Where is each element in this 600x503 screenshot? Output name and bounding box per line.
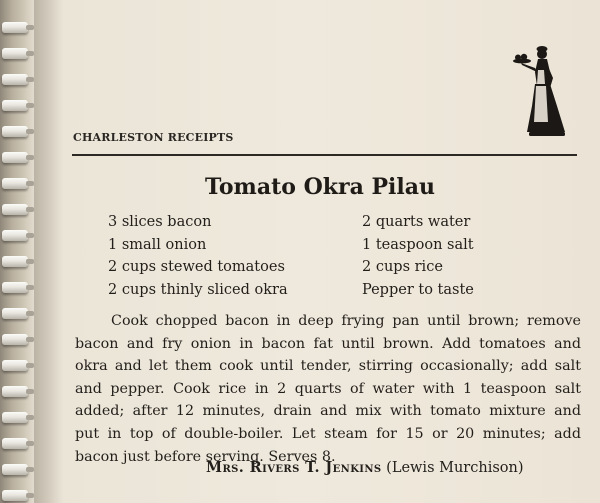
- silhouette-woman-serving-icon: [513, 42, 573, 138]
- recipe-title: Tomato Okra Pilau: [205, 174, 435, 200]
- ingredients-right-column: [362, 211, 474, 301]
- ingredient-item: 2 cups rice: [362, 259, 443, 275]
- binding-coil: [2, 386, 28, 397]
- ingredient-item: 2 cups thinly sliced okra: [108, 281, 288, 298]
- binding-coil: [2, 126, 28, 137]
- ingredient-item: 2 quarts water: [362, 214, 471, 230]
- binding-coil: [2, 48, 28, 59]
- ingredients-left-column: [108, 211, 288, 301]
- binding-coil: [2, 204, 28, 215]
- instruction-line: put in top of double-boiler. Let steam for 15 or 20 minutes; add: [75, 425, 581, 442]
- binding-coil: [2, 308, 28, 319]
- page-gutter-shadow: [34, 0, 64, 503]
- book-section-header: CHARLESTON RECEIPTS: [73, 131, 234, 144]
- binding-coil: [2, 22, 28, 33]
- instruction-line: and pepper. Cook rice in 2 quarts of water with 1 teaspoon salt: [75, 380, 581, 397]
- binding-coil: [2, 152, 28, 163]
- binding-coil: [2, 360, 28, 371]
- binding-coil: [2, 230, 28, 241]
- contributor-maiden-name: (Lewis Murchison): [386, 460, 524, 476]
- instruction-line: added; after 12 minutes, drain and mix with tomato mixture and: [75, 403, 581, 420]
- binding-coil: [2, 490, 28, 501]
- ingredient-item: 1 small onion: [108, 236, 207, 253]
- binding-coil: [2, 282, 28, 293]
- recipe-instructions: [75, 310, 581, 468]
- binding-coil: [2, 464, 28, 475]
- ingredient-item: 3 slices bacon: [108, 214, 212, 230]
- ingredient-item: Pepper to taste: [362, 281, 474, 298]
- binding-coil: [2, 334, 28, 345]
- spiral-binding: [0, 0, 34, 503]
- recipe-attribution: [206, 459, 524, 476]
- header-rule: [72, 154, 577, 156]
- contributor-name: Mrs. Rivers T. Jenkins: [206, 459, 382, 476]
- instruction-line: bacon just before serving. Serves 8.: [75, 448, 336, 465]
- instruction-line: Cook chopped bacon in deep frying pan until brown; remove: [111, 313, 581, 329]
- binding-coil: [2, 100, 28, 111]
- instruction-line: okra and let them cook until tender, stirring occasionally; add salt: [75, 358, 581, 375]
- ingredient-item: 1 teaspoon salt: [362, 236, 474, 253]
- binding-coil: [2, 412, 28, 423]
- ingredient-item: 2 cups stewed tomatoes: [108, 259, 285, 275]
- binding-coil: [2, 256, 28, 267]
- binding-coil: [2, 438, 28, 449]
- binding-coil: [2, 74, 28, 85]
- instruction-line: bacon and fry onion in bacon fat until brown. Add tomatoes and: [75, 335, 581, 352]
